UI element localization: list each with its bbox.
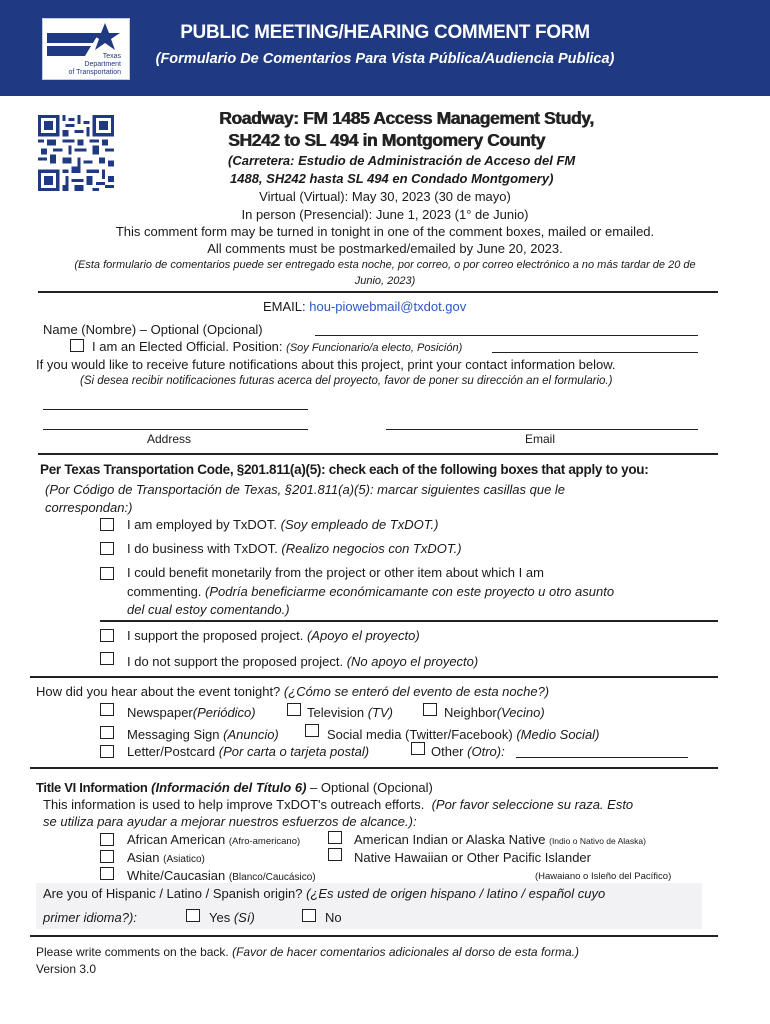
hispanic-yes-checkbox[interactable] bbox=[186, 909, 200, 922]
divider bbox=[100, 620, 718, 622]
footer-note: Please write comments on the back. (Favor de hacer comentarios adicionales al dorso de esta forma.) bbox=[36, 945, 579, 959]
employed-checkbox[interactable] bbox=[100, 518, 114, 531]
sign-checkbox[interactable] bbox=[100, 726, 114, 739]
email-link[interactable]: hou-piowebmail@txdot.gov bbox=[309, 299, 467, 314]
divider bbox=[38, 291, 718, 293]
heard-question: How did you hear about the event tonight? (¿Cómo se enteró del evento de esta noche?) bbox=[36, 684, 550, 699]
address-label: Address bbox=[147, 432, 192, 446]
business-label: I do business with TxDOT. (Realizo negocios con TxDOT.) bbox=[127, 541, 462, 556]
turn-in-text: This comment form may be turned in tonight in one of the comment boxes, mailed or emailed. bbox=[115, 224, 655, 239]
form-subtitle: (Formulario De Comentarios Para Vista Pública/Audiencia Publica) bbox=[155, 51, 615, 67]
hispanic-no-checkbox[interactable] bbox=[302, 909, 316, 922]
spanish-note-line1: (Esta formulario de comentarios puede ser entregado esta noche, por correo, o por correo electrónico a no más tardar de 20 de bbox=[74, 259, 696, 271]
television-label: Television (TV) bbox=[307, 705, 393, 720]
title6-heading: Title VI Information (Información del Título 6) – Optional (Opcional) bbox=[36, 780, 433, 795]
african-american-checkbox[interactable] bbox=[100, 833, 114, 846]
name-field[interactable] bbox=[315, 335, 698, 336]
divider bbox=[30, 767, 718, 769]
american-indian-label: American Indian or Alaska Native (Indio o Nativo de Alaska) bbox=[354, 832, 646, 847]
address-field-line2[interactable] bbox=[43, 429, 308, 430]
code-heading: Per Texas Transportation Code, §201.811(a)(5): check each of the following boxes that apply to you: bbox=[40, 462, 649, 477]
benefit-label-line3: del cual estoy comentando.) bbox=[127, 602, 290, 617]
qr-code-icon[interactable] bbox=[38, 115, 114, 191]
social-checkbox[interactable] bbox=[305, 724, 319, 737]
divider bbox=[30, 676, 718, 678]
position-field[interactable] bbox=[492, 352, 698, 353]
neighbor-checkbox[interactable] bbox=[423, 703, 437, 716]
code-heading-es-line2: correspondan:) bbox=[45, 500, 133, 515]
not-support-checkbox[interactable] bbox=[100, 652, 114, 665]
notify-text: If you would like to receive future notifications about this project, print your contact information below. bbox=[36, 357, 616, 372]
project-title-line1: Roadway: FM 1485 Access Management Study, bbox=[219, 108, 594, 128]
native-hawaiian-es: (Hawaiano o Isleño del Pacífico) bbox=[535, 871, 672, 882]
project-title-line2: SH242 to SL 494 in Montgomery County bbox=[228, 130, 545, 150]
email-line bbox=[263, 299, 466, 314]
employed-label: I am employed by TxDOT. (Soy empleado de TxDOT.) bbox=[127, 517, 439, 532]
african-american-label: African American (Afro-americano) bbox=[127, 832, 301, 847]
social-label: Social media (Twitter/Facebook) (Medio Social) bbox=[327, 727, 600, 742]
white-label: White/Caucasian (Blanco/Caucásico) bbox=[127, 868, 316, 883]
title6-info-line2: se utiliza para ayudar a mejorar nuestros esfuerzos de alcance.): bbox=[43, 814, 417, 829]
spanish-note-line2: Junio, 2023) bbox=[354, 275, 416, 287]
registered-mark: ® bbox=[120, 20, 127, 30]
deadline-text: All comments must be postmarked/emailed by June 20, 2023. bbox=[207, 241, 563, 256]
neighbor-label: Neighbor(Vecino) bbox=[444, 705, 545, 720]
email-field[interactable] bbox=[386, 429, 698, 430]
support-checkbox[interactable] bbox=[100, 629, 114, 642]
version-label: Version 3.0 bbox=[36, 962, 97, 976]
native-hawaiian-label: Native Hawaiian or Other Pacific Islander bbox=[354, 850, 591, 865]
code-heading-es-line1: (Por Código de Transportación de Texas, §201.811(a)(5): marcar siguientes casillas que le bbox=[45, 482, 566, 497]
address-field-line1[interactable] bbox=[43, 409, 308, 410]
newspaper-checkbox[interactable] bbox=[100, 703, 114, 716]
notify-text-es: (Si desea recibir notificaciones futuras acerca del proyecto, favor de poner su dirección an el formulario.) bbox=[80, 375, 613, 387]
newspaper-label: Newspaper(Periódico) bbox=[127, 705, 256, 720]
elected-official-checkbox[interactable] bbox=[70, 339, 84, 352]
native-hawaiian-checkbox[interactable] bbox=[328, 848, 342, 861]
letter-checkbox[interactable] bbox=[100, 745, 114, 758]
support-label: I support the proposed project. (Apoyo el proyecto) bbox=[127, 628, 420, 643]
asian-label: Asian (Asiatico) bbox=[127, 850, 205, 865]
logo-text: Texas Department of Transportation bbox=[68, 53, 121, 76]
virtual-date: Virtual (Virtual): May 30, 2023 (30 de mayo) bbox=[259, 189, 511, 204]
form-title: PUBLIC MEETING/HEARING COMMENT FORM bbox=[180, 22, 590, 43]
project-title-es-line1: (Carretera: Estudio de Administración de Acceso del FM bbox=[228, 153, 576, 168]
other-field[interactable] bbox=[516, 757, 688, 758]
american-indian-checkbox[interactable] bbox=[328, 831, 342, 844]
divider bbox=[30, 935, 718, 937]
name-label: Name (Nombre) – Optional (Opcional) bbox=[43, 322, 263, 337]
white-checkbox[interactable] bbox=[100, 867, 114, 880]
benefit-checkbox[interactable] bbox=[100, 567, 114, 580]
hispanic-yes-label: Yes (Sí) bbox=[209, 910, 255, 925]
project-title-es-line2: 1488, SH242 hasta SL 494 en Condado Montgomery) bbox=[230, 171, 554, 186]
email-label: EMAIL: bbox=[263, 299, 306, 314]
sign-label: Messaging Sign (Anuncio) bbox=[127, 727, 279, 742]
in-person-date: In person (Presencial): June 1, 2023 (1° de Junio) bbox=[241, 207, 529, 222]
not-support-label: I do not support the proposed project. (No apoyo el proyecto) bbox=[127, 654, 479, 669]
asian-checkbox[interactable] bbox=[100, 850, 114, 863]
letter-label: Letter/Postcard (Por carta o tarjeta postal) bbox=[127, 744, 370, 759]
other-label: Other (Otro): bbox=[431, 744, 505, 759]
hispanic-question-es: primer idioma?): bbox=[43, 910, 137, 925]
benefit-label-line1: I could benefit monetarily from the project or other item about which I am bbox=[127, 565, 544, 580]
television-checkbox[interactable] bbox=[287, 703, 301, 716]
email-field-label: Email bbox=[525, 432, 556, 446]
elected-official-label: I am an Elected Official. Position: (Soy Funcionario/a electo, Posición) bbox=[92, 339, 463, 354]
hispanic-no-label: No bbox=[325, 910, 342, 925]
title6-info-line1: This information is used to help improve TxDOT's outreach efforts. (Por favor seleccione su raza. Esto bbox=[43, 797, 634, 812]
benefit-label-line2: commenting. (Podría beneficiarme económicamante con este proyecto u otro asunto bbox=[127, 584, 615, 599]
business-checkbox[interactable] bbox=[100, 542, 114, 555]
hispanic-question: Are you of Hispanic / Latino / Spanish origin? (¿Es usted de origen hispano / latino / español cuyo bbox=[43, 886, 606, 901]
divider bbox=[38, 453, 718, 455]
other-checkbox[interactable] bbox=[411, 742, 425, 755]
